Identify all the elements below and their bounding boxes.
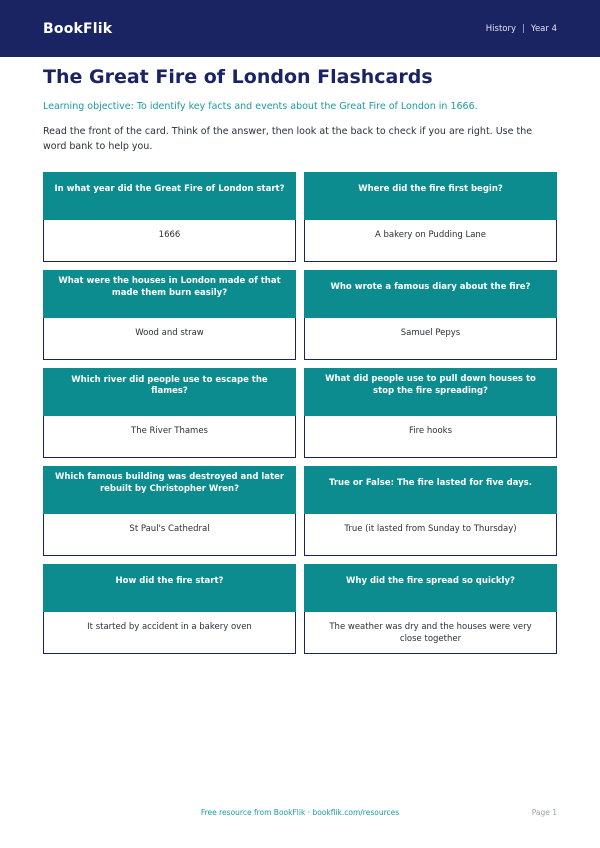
flashcard [304,270,557,360]
card-question: How did the fire start? [43,564,296,612]
card-answer: Fire hooks [304,416,557,458]
flashcard [43,564,296,654]
card-question: What did people use to pull down houses to stop the fire spreading? [304,368,557,416]
year-label: Year 4 [530,23,557,34]
flashcard [43,368,296,458]
card-question: Who wrote a famous diary about the fire? [304,270,557,318]
flashcard [43,172,296,262]
card-question: Where did the fire first begin? [304,172,557,220]
card-answer: St Paul's Cathedral [43,514,296,556]
flashcard [304,564,557,654]
card-answer: The weather was dry and the houses were very close together [304,612,557,654]
flashcard-grid [43,172,557,654]
flashcard [43,466,296,556]
card-answer: Samuel Pepys [304,318,557,360]
card-question: Which famous building was destroyed and later rebuilt by Christopher Wren? [43,466,296,514]
card-answer: It started by accident in a bakery oven [43,612,296,654]
card-question: True or False: The fire lasted for five days. [304,466,557,514]
page-number: Page 1 [531,808,557,817]
brand-logo[interactable]: BookFlik [43,20,113,37]
flashcard [304,466,557,556]
card-answer: Wood and straw [43,318,296,360]
card-question: In what year did the Great Fire of London start? [43,172,296,220]
card-answer: 1666 [43,220,296,262]
card-question: Why did the fire spread so quickly? [304,564,557,612]
meta-separator: | [522,23,525,34]
page-header [0,0,600,57]
card-answer: The River Thames [43,416,296,458]
card-question: Which river did people use to escape the flames? [43,368,296,416]
subject-label: History [485,23,517,34]
card-answer: True (it lasted from Sunday to Thursday) [304,514,557,556]
page-title: The Great Fire of London Flashcards [43,66,433,88]
card-question: What were the houses in London made of that made them burn easily? [43,270,296,318]
card-answer: A bakery on Pudding Lane [304,220,557,262]
flashcard [304,368,557,458]
footer-resource-link[interactable]: Free resource from BookFlik · bookflik.com/resources [200,808,400,817]
header-meta [486,24,557,34]
flashcard [304,172,557,262]
flashcard [43,270,296,360]
instructions: Read the front of the card. Think of the answer, then look at the back to check if you are right. Use the word bank to help you. [43,126,533,152]
learning-objective: Learning objective: To identify key facts and events about the Great Fire of London in 1666. [43,101,478,112]
